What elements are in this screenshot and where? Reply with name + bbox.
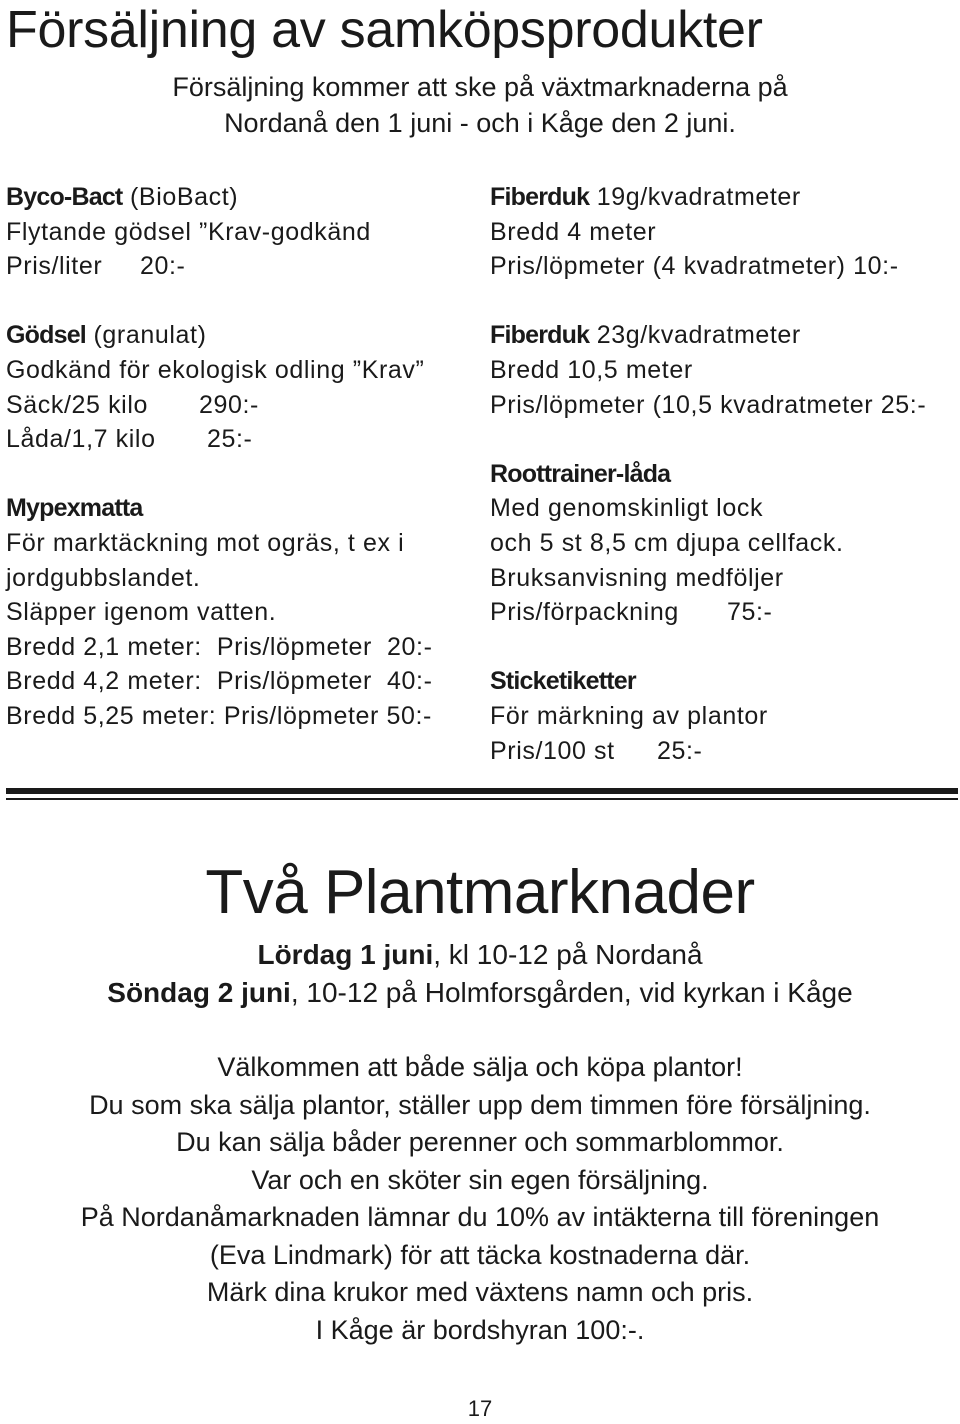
godsel-description: Godkänd för ekologisk odling ”Krav” [6,355,425,384]
roottrainer-price: 75:- [727,598,773,627]
intro-line-1: Försäljning kommer att ske på växtmarknaderna på [172,72,788,102]
godsel-row1-label: Säck/25 kilo [6,390,148,419]
godsel-row2-price: 25:- [207,425,253,454]
market-day-1 [0,936,960,974]
godsel-name-rest: (granulat) [85,321,207,350]
roottrainer-line-4: Bruksanvisning medföljer [490,563,784,592]
mypex-line-5: Bredd 4,2 meter: Pris/löpmeter 40:- [6,667,433,696]
godsel-row2-label: Låda/1,7 kilo [6,425,156,454]
roottrainer-line-2: Med genomskinligt lock [490,494,764,523]
right-column [490,180,956,768]
fiber1-price: Pris/löpmeter (4 kvadratmeter) 10:- [490,252,899,281]
page-number: 17 [467,1396,493,1421]
byco-price-row [6,249,476,284]
mypex-line-2: jordgubbslandet. [6,563,201,592]
sticketiketter-price-label: Pris/100 st [490,736,615,765]
markets-heading: Två Plantmarknader [205,858,755,927]
byco-heading [6,180,476,215]
fiber1-name-rest: 19g/kvadratmeter [589,183,801,211]
mypex-line-1: För marktäckning mot ogräs, t ex i [6,528,405,557]
byco-price-label: Pris/liter [6,252,103,281]
market-info-line-5: På Nordanåmarknaden lämnar du 10% av intäkterna till föreningen [80,1202,880,1232]
byco-description: Flytande gödsel ”Krav-godkänd [6,217,371,246]
byco-price: 20:- [140,252,186,281]
market-info-line-4: Var och en sköter sin egen försäljning. [251,1165,709,1195]
market-day-2-details: , 10-12 på Holmforsgården, vid kyrkan i Kåge [290,977,853,1008]
market-day-1-details: , kl 10-12 på Nordanå [433,939,703,970]
market-day-2-date: Söndag 2 juni [107,977,291,1008]
market-day-2 [0,974,960,1012]
market-info-line-6: (Eva Lindmark) för att täcka kostnaderna där. [209,1240,751,1270]
roottrainer-price-label: Pris/förpackning [490,598,679,627]
market-info-line-8: I Kåge är bordshyran 100:-. [315,1315,645,1345]
fiber1-width: Bredd 4 meter [490,217,657,246]
market-day-1-date: Lördag 1 juni [257,939,434,970]
page-title: Försäljning av samköpsprodukter [6,1,763,59]
roottrainer-line-3: och 5 st 8,5 cm djupa cellfack. [490,528,844,557]
fiber1-name: Fiberduk [490,183,590,211]
intro-line-2: Nordanå den 1 juni - och i Kåge den 2 juni. [224,108,736,138]
mypex-heading: Mypexmatta [6,494,143,523]
godsel-price-row-2 [6,422,476,457]
roottrainer-price-row [490,595,956,630]
section-divider-thin [6,798,958,800]
market-info-line-2: Du som ska sälja plantor, ställer upp dem timmen före försäljning. [89,1090,871,1120]
byco-name: Byco-Bact [6,183,123,211]
sticketiketter-price-row [490,734,956,769]
fiber2-width: Bredd 10,5 meter [490,355,693,384]
mypex-line-6: Bredd 5,25 meter: Pris/löpmeter 50:- [6,701,432,730]
left-column [6,180,476,734]
fiber2-name-rest: 23g/kvadratmeter [589,321,801,350]
market-info-line-3: Du kan sälja båder perenner och sommarblommor. [176,1127,784,1157]
market-info-line-1: Välkommen att både sälja och köpa plantor! [217,1052,743,1082]
godsel-name: Gödsel [6,321,86,350]
mypex-line-4: Bredd 2,1 meter: Pris/löpmeter 20:- [6,632,433,661]
market-info-line-7: Märk dina krukor med växtens namn och pris. [206,1277,754,1307]
godsel-price-row-1 [6,388,476,423]
section-divider-thick [6,788,958,794]
sticketiketter-line-2: För märkning av plantor [490,701,768,730]
fiber1-heading [490,180,956,215]
sticketiketter-price: 25:- [657,736,703,765]
roottrainer-heading: Roottrainer-låda [490,459,671,488]
godsel-row1-price: 290:- [199,390,259,419]
mypex-line-3: Släpper igenom vatten. [6,598,277,627]
fiber2-price: Pris/löpmeter (10,5 kvadratmeter 25:- [490,390,927,419]
fiber2-name: Fiberduk [490,321,590,350]
fiber2-heading [490,318,956,353]
byco-name-rest: (BioBact) [122,183,239,211]
sticketiketter-heading: Sticketiketter [490,667,636,696]
godsel-heading [6,318,476,353]
